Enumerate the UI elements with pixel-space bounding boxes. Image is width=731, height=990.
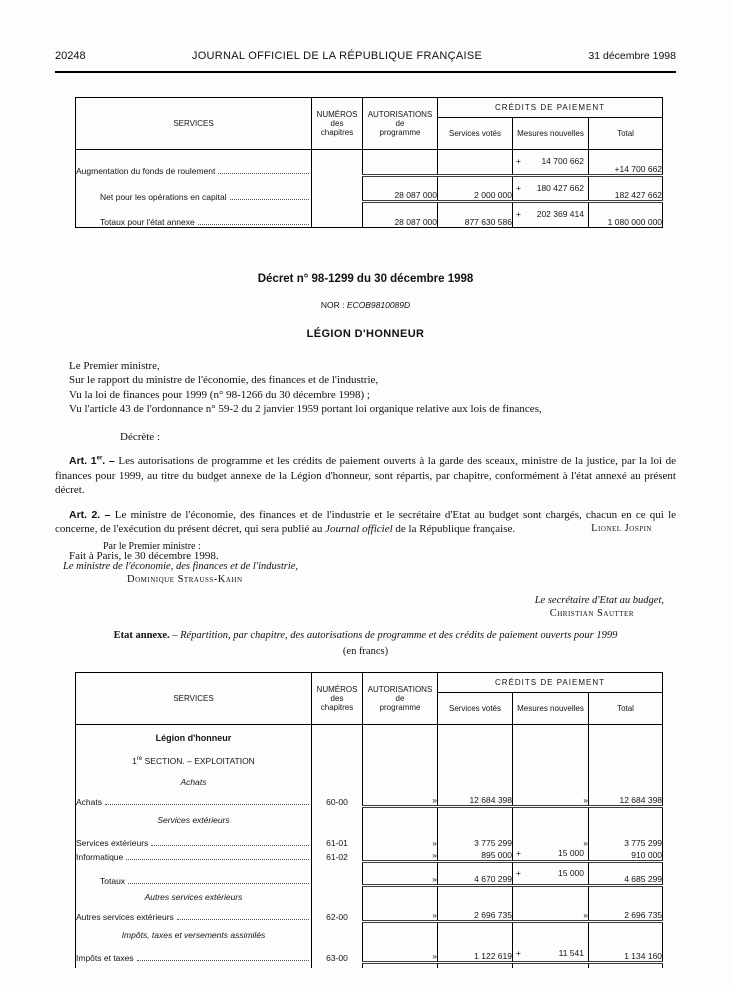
table-row (76, 176, 663, 202)
services-votes-cell: 3 775 299 (438, 833, 513, 848)
services-votes-cell: 2 000 000 (438, 176, 513, 202)
secretary-title: Le secrétaire d'Etat au budget, (534, 595, 664, 606)
services-votes-cell: 2 696 735 (438, 908, 513, 922)
autorisations-cell: » (363, 908, 438, 922)
row-label: Impôts et taxes (76, 952, 134, 963)
subheading-services-exterieurs: Services extérieurs (157, 814, 230, 825)
article-2-text-before: Le ministre de l'économie, des finances et de l'industrie et le secrétaire d'Etat au budget sont chargés, chacun en ce qui le concerne, de l'exécution du présent décret, qui sera publié au (55, 508, 677, 535)
mesures-nouvelles-header: Mesures nouvelles (513, 118, 589, 150)
plus-sign: + (516, 948, 521, 959)
subheading-row (76, 922, 663, 948)
decree-body (55, 272, 676, 563)
subheading-row (76, 886, 663, 908)
row-label: Services extérieurs (76, 837, 149, 848)
decree-subject: LÉGION D'HONNEUR (306, 328, 425, 340)
row-label: Informatique (76, 851, 124, 862)
preamble-line: Vu la loi de finances pour 1999 (n° 98-1266 du 30 décembre 1998) ; (69, 388, 370, 401)
dotted-leader (126, 859, 309, 860)
journal-officiel-reference: Journal officiel (325, 523, 393, 535)
table-row (76, 202, 663, 228)
total-cell: 12 684 398 (589, 792, 663, 807)
row-label-cell (76, 792, 312, 807)
total-header: Total (589, 118, 663, 150)
chapitre-cell: 63-00 (312, 948, 363, 963)
article-2-text-after: de la République française. (392, 523, 516, 535)
nor-value: ECOB9810089D (346, 299, 411, 310)
autorisations-cell: 28 087 000 (363, 176, 438, 202)
by-prime-minister-line: Par le Premier ministre : (103, 541, 201, 552)
chapitre-cell: 60-00 (312, 792, 363, 807)
autorisations-cell: » (363, 862, 438, 886)
dotted-leader (218, 173, 309, 174)
mesures-nouvelles-cell (513, 202, 589, 228)
row-label-cell (76, 862, 312, 886)
credits-paiement-header: CRÉDITS DE PAIEMENT (438, 98, 663, 118)
row-label-cell (76, 150, 312, 176)
table-continuation-stub (76, 963, 663, 968)
chapitre-cell: 61-01 (312, 833, 363, 848)
dotted-leader (105, 804, 309, 805)
chapitre-cell: 61-02 (312, 848, 363, 862)
preamble-line: Vu l'article 43 de l'ordonnance n° 59-2 du 2 janvier 1959 portant loi organique relative aux lois de finances, (69, 403, 542, 415)
plus-sign: + (516, 209, 521, 219)
table-row (76, 150, 663, 176)
mesures-nouvelles-cell: » (513, 833, 589, 848)
table-row (76, 908, 663, 922)
subheading-autres-services: Autres services extérieurs (144, 891, 243, 902)
decree-title: Décret n° 98-1299 du 30 décembre 1998 (257, 273, 474, 285)
preamble (55, 359, 676, 417)
autorisations-column-header: AUTORISATIONS de programme (363, 673, 438, 725)
dotted-leader (198, 224, 309, 225)
etat-annexe-line: Etat annexe. – Répartition, par chapitre, des autorisations de programme et des crédits de paiement ouverts pour 1999 (113, 630, 618, 641)
etat-annexe-label: Etat annexe. (113, 630, 170, 641)
etat-annexe-table (75, 672, 663, 968)
minister-title: Le ministre de l'économie, des finances et de l'industrie, (63, 561, 299, 572)
dotted-leader (230, 199, 309, 200)
mesures-value: 202 369 414 (536, 209, 584, 219)
services-votes-cell: 895 000 (438, 848, 513, 862)
chapitre-cell (312, 176, 363, 202)
subheading-impots: Impôts, taxes et versements assimilés (121, 929, 266, 940)
subheading-achats: Achats (180, 776, 207, 787)
journal-title: JOURNAL OFFICIEL DE LA RÉPUBLIQUE FRANÇAISE (191, 50, 483, 62)
total-cell: 910 000 (589, 848, 663, 862)
row-label-cell (76, 948, 312, 963)
credits-paiement-header: CRÉDITS DE PAIEMENT (438, 673, 663, 693)
autorisations-cell: » (363, 948, 438, 963)
plus-sign: + (516, 156, 521, 166)
preamble-line: Le Premier ministre, (69, 359, 160, 372)
row-label: Totaux pour l'état annexe (100, 217, 195, 227)
total-header: Total (589, 693, 663, 725)
row-label: Augmentation du fonds de roulement (76, 165, 216, 176)
chapitre-cell: 62-00 (312, 908, 363, 922)
etat-annexe-description: Répartition, par chapitre, des autorisations de programme et des crédits de paiement ouverts pour 1999 (180, 630, 618, 641)
group-heading-row (76, 725, 663, 751)
article-2-number: Art. 2. – (69, 508, 115, 521)
services-column-header: SERVICES (76, 673, 312, 725)
dotted-leader (177, 919, 309, 920)
subheading-row (76, 807, 663, 833)
plus-sign: + (516, 182, 521, 193)
nor-line (55, 298, 676, 313)
row-label: Net pour les opérations en capital (100, 191, 227, 202)
table-header-row (76, 98, 663, 118)
total-cell: 2 696 735 (589, 908, 663, 922)
decrete-line: Décrète : (120, 430, 160, 443)
nor-label: NOR : (320, 299, 345, 310)
preamble-line: Sur le rapport du ministre de l'économie, des finances et de l'industrie, (69, 374, 379, 386)
row-label: Achats (76, 796, 102, 807)
services-votes-cell: 4 670 299 (438, 862, 513, 886)
mesures-nouvelles-cell: » (513, 908, 589, 922)
mesures-nouvelles-cell (513, 150, 589, 176)
mesures-value: 14 700 662 (541, 156, 584, 166)
table-row (76, 848, 663, 862)
group-heading: Légion d'honneur (155, 732, 232, 743)
minister-name: Dominique Strauss-Kahn (127, 574, 243, 585)
services-votes-cell (438, 150, 513, 176)
article-1-text: Les autorisations de programme et les crédits de paiement ouverts à la garde des sceaux, ministre de la justice, par la loi de finances pour 1999, au titre du budget annexe de la Légion d'honneur, sont répartis, par chapitre, conformément à l'état annexé au présent décret. (55, 455, 676, 496)
total-cell: +14 700 662 (589, 150, 663, 176)
autorisations-cell: » (363, 848, 438, 862)
row-label-cell (76, 908, 312, 922)
services-votes-header: Services votés (438, 693, 513, 725)
chapitres-column-header: NUMÉROS des chapitres (312, 673, 363, 725)
secretary-name: Christian Sautter (549, 608, 634, 619)
dotted-leader (137, 960, 309, 961)
chapitre-cell (312, 150, 363, 176)
total-cell: 1 080 000 000 (589, 202, 663, 228)
prime-minister-name: Lionel Jospin (591, 523, 652, 534)
dotted-leader (151, 845, 309, 846)
total-cell: 1 134 160 (589, 948, 663, 963)
chapitre-cell (312, 862, 363, 886)
page-header (55, 50, 676, 73)
mesures-nouvelles-cell: » (513, 792, 589, 807)
dotted-leader (128, 883, 309, 884)
chapitres-column-header: NUMÉROS des chapitres (312, 98, 363, 150)
table-header-row (76, 673, 663, 693)
mesures-value: 180 427 662 (536, 182, 584, 193)
etat-annexe-heading (55, 630, 676, 657)
mesures-value: 15 000 (558, 867, 584, 878)
section-heading-row (76, 751, 663, 772)
table-row (76, 833, 663, 848)
row-label: Autres services extérieurs (76, 911, 174, 922)
budget-summary-table (75, 97, 663, 228)
mesures-nouvelles-cell (513, 176, 589, 202)
row-label-cell (76, 848, 312, 862)
article-1 (55, 454, 676, 498)
row-label-cell (76, 176, 312, 202)
services-votes-cell: 877 630 586 (438, 202, 513, 228)
subheading-row (76, 772, 663, 792)
total-cell: 3 775 299 (589, 833, 663, 848)
services-column-header: SERVICES (76, 98, 312, 150)
table-row (76, 792, 663, 807)
table-row (76, 948, 663, 963)
mesures-value: 15 000 (558, 847, 584, 858)
total-cell: 4 685 299 (589, 862, 663, 886)
section-heading: 1re SECTION. – EXPLOITATION (132, 756, 255, 766)
plus-sign: + (516, 847, 521, 858)
chapitre-cell (312, 202, 363, 228)
journal-date: 31 décembre 1998 (588, 50, 676, 62)
total-cell: 182 427 662 (589, 176, 663, 202)
services-votes-cell: 12 684 398 (438, 792, 513, 807)
mesures-nouvelles-cell (513, 948, 589, 963)
mesures-nouvelles-cell (513, 862, 589, 886)
autorisations-column-header: AUTORISATIONS de programme (363, 98, 438, 150)
currency-unit: (en francs) (342, 646, 389, 657)
plus-sign: + (516, 867, 521, 878)
done-at-line: Fait à Paris, le 30 décembre 1998. (69, 549, 219, 562)
article-1-number: Art. 1er. – (69, 455, 119, 467)
autorisations-cell: » (363, 833, 438, 848)
mesures-value: 11 541 (558, 948, 584, 959)
services-votes-cell: 1 122 619 (438, 948, 513, 963)
page-number: 20248 (55, 50, 86, 62)
mesures-nouvelles-cell (513, 848, 589, 862)
services-votes-header: Services votés (438, 118, 513, 150)
row-label-cell (76, 833, 312, 848)
table-row (76, 862, 663, 886)
autorisations-cell: 28 087 000 (363, 202, 438, 228)
autorisations-cell (363, 150, 438, 176)
row-label: Totaux (100, 875, 126, 886)
mesures-nouvelles-header: Mesures nouvelles (513, 693, 589, 725)
row-label-cell (76, 202, 312, 228)
signature-block (55, 523, 676, 619)
autorisations-cell: » (363, 792, 438, 807)
